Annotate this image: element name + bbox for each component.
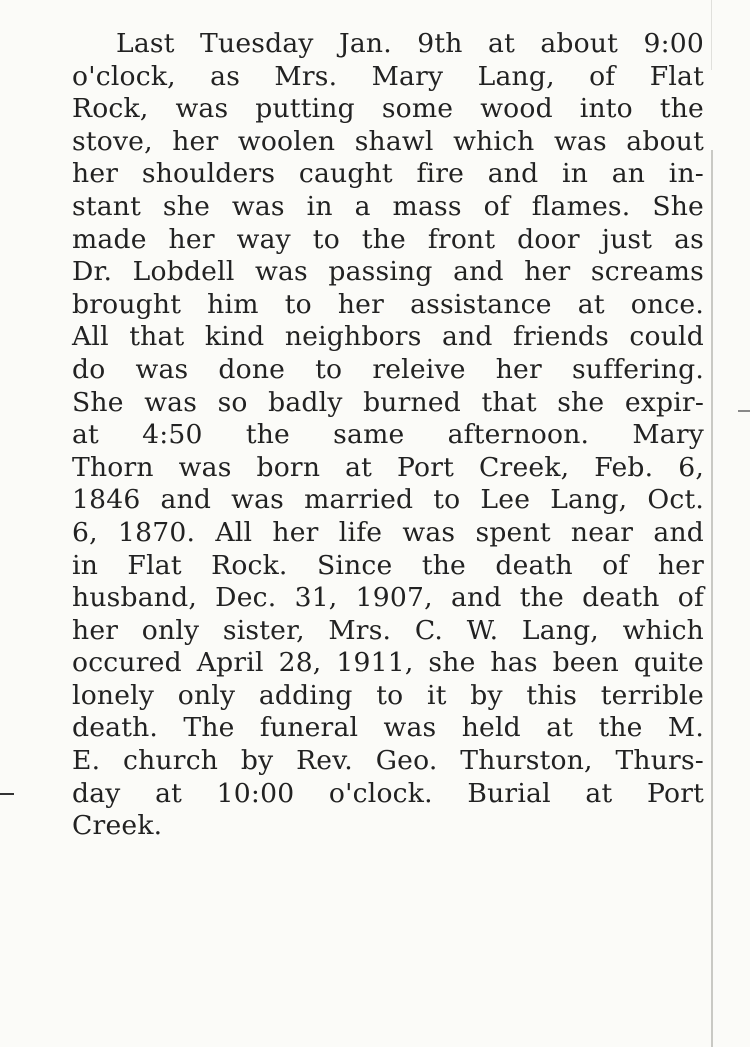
article-line: at 4:50 the same afternoon. Mary xyxy=(72,419,704,451)
article-line: She was so badly burned that she expir- xyxy=(72,386,704,418)
article-line: 1846 and was married to Lee Lang, Oct. xyxy=(72,484,704,516)
article-line: lonely only adding to it by this terrible xyxy=(72,679,704,711)
article-line: 6, 1870. All her life was spent near and xyxy=(72,516,704,548)
newspaper-clipping xyxy=(60,0,710,1047)
article-line: stove, her woolen shawl which was about xyxy=(72,125,704,157)
article-line: in Flat Rock. Since the death of her xyxy=(72,549,704,581)
article-line: Rock, was putting some wood into the xyxy=(72,93,704,125)
article-line: death. The funeral was held at the M. xyxy=(72,712,704,744)
margin-mark xyxy=(738,410,750,412)
article-line: brought him to her assistance at once. xyxy=(72,288,704,320)
obituary-article xyxy=(72,28,704,843)
article-line: o'clock, as Mrs. Mary Lang, of Flat xyxy=(72,60,704,92)
article-line: made her way to the front door just as xyxy=(72,223,704,255)
article-line: her only sister, Mrs. C. W. Lang, which xyxy=(72,614,704,646)
article-line: E. church by Rev. Geo. Thurston, Thurs- xyxy=(72,745,704,777)
article-line: All that kind neighbors and friends could xyxy=(72,321,704,353)
column-rule xyxy=(711,150,713,1047)
article-line: her shoulders caught fire and in an in- xyxy=(72,158,704,190)
article-line: Creek. xyxy=(72,810,163,842)
article-line: occured April 28, 1911, she has been quite xyxy=(72,647,704,679)
article-line: do was done to releive her suffering. xyxy=(72,353,704,385)
article-line: Last Tuesday Jan. 9th at about 9:00 xyxy=(116,28,704,59)
article-line: day at 10:00 o'clock. Burial at Port xyxy=(72,777,704,809)
column-rule-top xyxy=(711,0,712,70)
article-line: Dr. Lobdell was passing and her screams xyxy=(72,256,704,288)
article-line: Thorn was born at Port Creek, Feb. 6, xyxy=(72,451,704,483)
article-line: husband, Dec. 31, 1907, and the death of xyxy=(72,582,704,614)
article-line: stant she was in a mass of flames. She xyxy=(72,190,704,222)
margin-mark-left xyxy=(0,793,14,795)
